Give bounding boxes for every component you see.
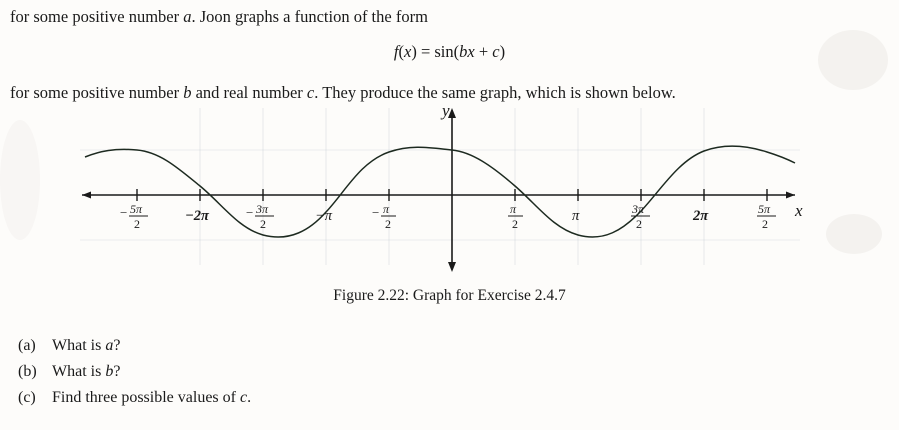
tick-label-3pi-2 <box>631 202 650 231</box>
list-item-label: (b) <box>18 363 37 380</box>
svg-text:5π: 5π <box>758 202 771 216</box>
display-equation <box>0 42 899 62</box>
svg-text:−: − <box>246 205 254 220</box>
equation-b: b <box>459 42 468 61</box>
equation-equals: = sin( <box>416 42 460 61</box>
variable-c: c <box>306 83 315 102</box>
svg-text:2: 2 <box>512 217 518 231</box>
svg-text:π: π <box>510 202 517 216</box>
tick-label-pi-2 <box>508 202 523 231</box>
y-axis-arrow-down <box>448 262 456 272</box>
after-text-part3: . They produce the same graph, which is shown below. <box>314 83 676 102</box>
svg-text:π: π <box>383 202 390 216</box>
svg-text:2: 2 <box>636 217 642 231</box>
list-item <box>18 364 251 380</box>
svg-text:π: π <box>572 208 580 224</box>
intro-text-part1: for some positive number <box>10 7 184 26</box>
svg-text:2: 2 <box>385 217 391 231</box>
list-item-label: (c) <box>18 389 36 406</box>
svg-text:−π: −π <box>315 208 333 224</box>
tick-label--3pi-2 <box>246 202 274 231</box>
list-item-label: (a) <box>18 337 36 354</box>
equation-x: x <box>403 42 412 61</box>
after-text-part1: for some positive number <box>10 83 184 102</box>
svg-text:3π: 3π <box>256 202 269 216</box>
tick-label--pi-2 <box>372 202 396 231</box>
x-axis-arrow-left <box>82 192 91 199</box>
variable-b: b <box>183 83 192 102</box>
tick-label--2pi <box>185 208 210 224</box>
equation-plus: + <box>474 42 493 61</box>
svg-text:−2π: −2π <box>185 208 209 224</box>
tick-label--pi <box>315 208 333 224</box>
variable-a: a <box>183 7 192 26</box>
list-item-text: Find three possible values of c. <box>52 389 252 406</box>
list-item-text: What is a? <box>52 337 121 354</box>
list-item <box>18 390 251 406</box>
equation-paren-close: ) <box>411 42 417 61</box>
svg-text:2π: 2π <box>693 208 709 224</box>
tick-label-5pi-2 <box>757 202 776 231</box>
svg-text:2: 2 <box>260 217 266 231</box>
y-axis-label: y <box>442 101 450 120</box>
equation-x2: x <box>467 42 475 61</box>
svg-text:3π: 3π <box>632 202 645 216</box>
equation-close: ) <box>499 42 506 61</box>
svg-text:5π: 5π <box>130 202 143 216</box>
figure-caption: Figure 2.22: Graph for Exercise 2.4.7 <box>333 287 566 304</box>
intro-text-part2: . Joon graphs a function of the form <box>191 7 428 26</box>
svg-text:−: − <box>120 205 128 220</box>
equation-paren-open: ( <box>398 42 404 61</box>
x-axis-label: x <box>795 201 803 220</box>
list-item <box>18 338 251 354</box>
tick-label--5pi-2 <box>120 202 148 231</box>
tick-label-2pi <box>692 208 709 224</box>
x-axis-arrow-right <box>786 192 795 199</box>
intro-paragraph <box>10 6 428 28</box>
question-list <box>18 338 251 416</box>
tick-label-pi <box>572 208 580 224</box>
svg-text:2: 2 <box>134 217 140 231</box>
after-text-part2: and real number <box>191 83 307 102</box>
svg-text:2: 2 <box>762 217 768 231</box>
equation-fx: f <box>393 42 399 61</box>
list-item-text: What is b? <box>52 363 121 380</box>
figure-graph <box>0 100 899 280</box>
equation-c: c <box>492 42 500 61</box>
svg-text:−: − <box>372 205 380 220</box>
